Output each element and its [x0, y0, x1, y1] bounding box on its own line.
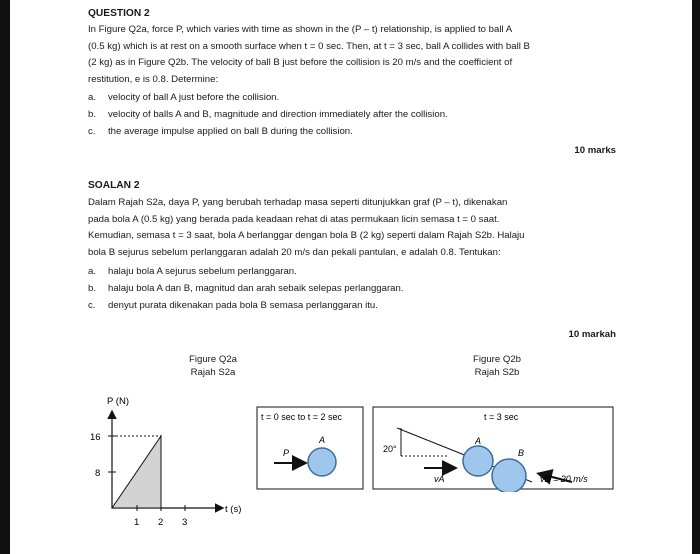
soalan-item-a [88, 264, 616, 281]
item-text: halaju bola A sejurus sebelum perlanggaran. [108, 266, 297, 277]
graph-x-axis-label: t (s) [225, 504, 242, 515]
soalan-intro [88, 195, 616, 261]
item-label: a. [88, 92, 97, 103]
caption-en: Figure Q2b [473, 354, 521, 365]
item-text: velocity of balls A and B, magnitude and direction immediately after the collision. [108, 109, 448, 120]
left-dark-border [0, 0, 10, 554]
soalan-intro-line: bola B sejurus sebelum perlanggaran adalah 20 m/s dan pekali pantulan, e adalah 0.8. Tentukan: [88, 246, 501, 258]
ball-a [308, 448, 336, 476]
box2-title: t = 3 sec [484, 412, 519, 422]
question-intro-line: restitution, e is 0.8. Determine: [88, 73, 219, 85]
question-item-b [88, 107, 616, 124]
item-text: the average impulse applied on ball B during the collision. [108, 126, 353, 137]
ball-a [463, 446, 493, 476]
item-label: c. [88, 300, 96, 311]
item-text: halaju bola A dan B, magnitud dan arah sebaik selepas perlanggaran. [108, 283, 404, 294]
question-marks: 10 marks [574, 145, 616, 156]
item-label: c. [88, 126, 96, 137]
question-heading: QUESTION 2 [88, 8, 150, 19]
velocity-b-label: vB = 20 m/s [540, 474, 588, 484]
item-label: a. [88, 266, 97, 277]
ball-b [492, 459, 526, 492]
question-item-c [88, 124, 616, 141]
soalan-intro-line: Kemudian, semasa t = 3 saat, bola A berlanggar dengan bola B (2 kg) seperti dalam Rajah S2b. Halaju [88, 230, 525, 241]
question-item-a [88, 90, 616, 107]
question-intro-line: (0.5 kg) which is at rest on a smooth surface when t = 0 sec. Then, at t = 3 sec, ball A collides with ball B [88, 40, 530, 52]
graph-y-tick-8: 8 [95, 468, 101, 479]
soalan-item-c [88, 298, 616, 315]
graph-x-tick-3: 3 [182, 517, 188, 528]
soalan-intro-line: pada bola A (0.5 kg) yang berada pada keadaan rehat di atas permukaan licin semasa t = 0 saat. [88, 213, 500, 225]
item-label: b. [88, 109, 97, 120]
p-t-graph [82, 390, 252, 540]
caption-en: Figure Q2a [189, 354, 237, 365]
caption-ms: Rajah S2a [190, 367, 236, 378]
question-intro [88, 22, 616, 88]
box1-title: t = 0 sec to t = 2 sec [261, 412, 343, 422]
question-intro-line: (2 kg) as in Figure Q2b. The velocity of ball B just before the collision is 20 m/s and the coefficient of [88, 57, 513, 68]
force-p-label: P [283, 448, 290, 458]
soalan-item-b [88, 281, 616, 298]
item-text: velocity of ball A just before the collision. [108, 92, 280, 103]
figure-box-t3 [372, 406, 616, 492]
figure-box-t0-t2 [256, 406, 366, 492]
right-dark-border [692, 0, 700, 554]
ball-a-label: A [475, 436, 482, 446]
caption-ms: Rajah S2b [474, 367, 520, 378]
graph-x-tick-2: 2 [158, 517, 164, 528]
angle-label: 20° [383, 444, 397, 454]
ball-a-label: A [319, 435, 326, 445]
question-intro-line: In Figure Q2a, force P, which varies with time as shown in the (P – t) relationship, is applied to ball A [88, 24, 513, 35]
graph-y-tick-16: 16 [90, 432, 101, 443]
soalan-intro-line: Dalam Rajah S2a, daya P, yang berubah terhadap masa seperti ditunjukkan graf (P – t), dikenakan [88, 197, 508, 208]
figure-q2b-caption [452, 353, 542, 379]
graph-force-area [112, 436, 161, 508]
graph-y-axis-label: P (N) [107, 396, 129, 407]
velocity-a-label: vA [434, 474, 445, 484]
soalan-heading: SOALAN 2 [88, 180, 140, 191]
item-text: denyut purata dikenakan pada bola B semasa perlanggaran itu. [108, 300, 378, 311]
ball-b-label: B [518, 448, 525, 458]
figure-q2a-caption [168, 353, 258, 379]
soalan-marks: 10 markah [568, 329, 616, 340]
graph-x-tick-1: 1 [134, 517, 140, 528]
item-label: b. [88, 283, 97, 294]
